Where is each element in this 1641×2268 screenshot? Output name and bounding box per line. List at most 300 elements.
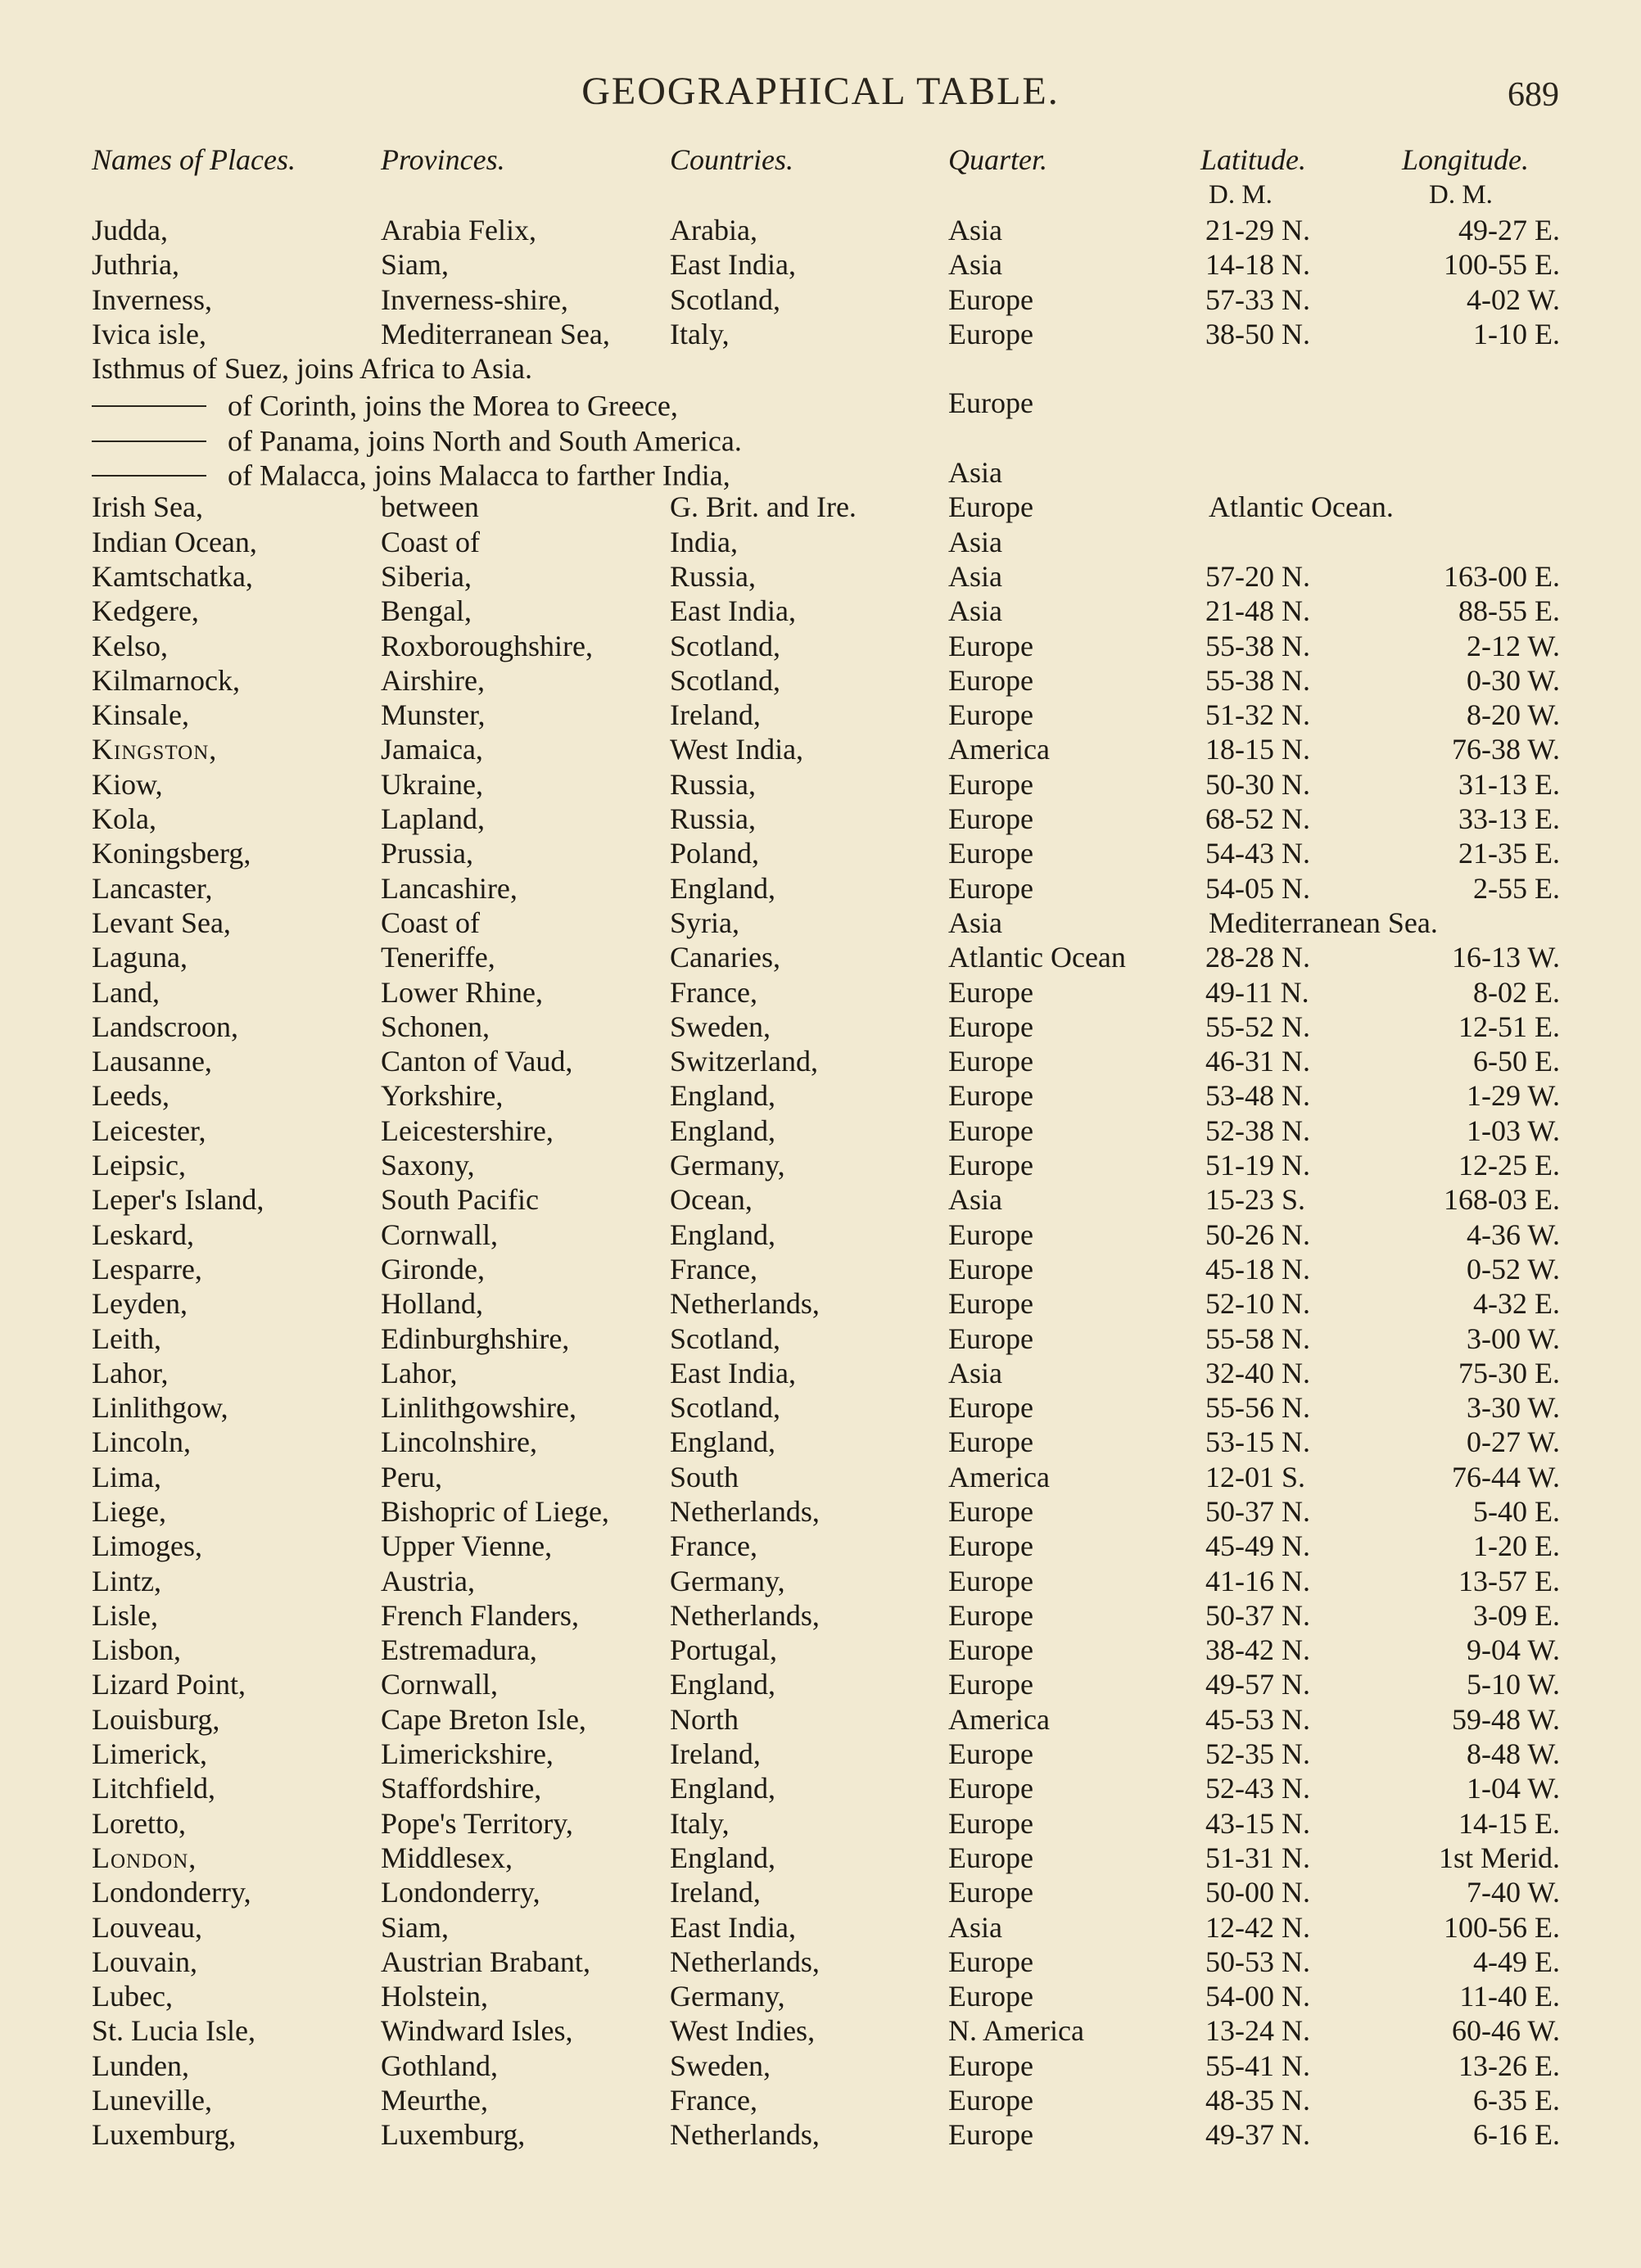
- quarter-cell: Europe: [948, 1945, 1033, 1978]
- latitude-cell: 49-37 N.: [1205, 2118, 1310, 2152]
- place-name: Limerick,: [92, 1737, 207, 1771]
- table-row: [0, 1114, 1641, 1148]
- country-cell: England,: [670, 1772, 775, 1805]
- province-cell: Prussia,: [381, 837, 474, 870]
- longitude-cell: 16-13 W.: [1451, 941, 1560, 974]
- longitude-cell: 13-57 E.: [1458, 1564, 1560, 1597]
- quarter-cell: Europe: [948, 1149, 1033, 1182]
- place-name: Kelso,: [92, 629, 168, 662]
- quarter-cell: Europe: [948, 698, 1033, 732]
- quarter-cell: Europe: [948, 1287, 1033, 1321]
- latitude-cell: 55-58 N.: [1205, 1321, 1310, 1355]
- quarter-cell: Europe: [948, 1218, 1033, 1251]
- quarter-cell: Asia: [948, 1183, 1002, 1217]
- table-row: [0, 836, 1641, 870]
- country-cell: Sweden,: [670, 1010, 771, 1043]
- country-cell: Ireland,: [670, 698, 761, 732]
- quarter-cell: Europe: [948, 1494, 1033, 1528]
- table-row: [0, 663, 1641, 698]
- table-row: [0, 1771, 1641, 1805]
- latitude-cell: 45-18 N.: [1205, 1252, 1310, 1285]
- header-quarter: Quarter.: [948, 143, 1048, 176]
- quarter-cell: Atlantic Ocean: [948, 941, 1126, 974]
- quarter-cell: Europe: [948, 1668, 1033, 1701]
- longitude-cell: 14-15 E.: [1458, 1806, 1560, 1840]
- quarter-cell: Europe: [948, 1252, 1033, 1285]
- quarter-cell: Europe: [948, 1529, 1033, 1563]
- latitude-cell: 52-38 N.: [1205, 1114, 1310, 1147]
- country-cell: England,: [670, 1841, 775, 1874]
- table-row: [0, 698, 1641, 732]
- header-latitude: Latitude.: [1200, 143, 1307, 176]
- table-row: [0, 386, 1641, 423]
- province-cell: Peru,: [381, 1460, 442, 1493]
- table-row: [0, 1633, 1641, 1667]
- longitude-cell: 3-00 W.: [1466, 1321, 1560, 1355]
- longitude-cell: 7-40 W.: [1466, 1876, 1560, 1909]
- country-cell: England,: [670, 1114, 775, 1147]
- province-cell: Edinburghshire,: [381, 1321, 570, 1355]
- table-row: [0, 1356, 1641, 1390]
- quarter-cell: Asia: [948, 525, 1002, 558]
- province-cell: Upper Vienne,: [381, 1529, 553, 1563]
- table-row: [0, 1182, 1641, 1217]
- quarter-cell: Europe: [948, 1633, 1033, 1667]
- province-cell: Coast of: [381, 525, 480, 558]
- continuation-entry: [92, 421, 742, 459]
- span-entry: Isthmus of Suez, joins Africa to Asia.: [92, 352, 532, 386]
- place-name: Lima,: [92, 1460, 161, 1493]
- latitude-cell: 52-10 N.: [1205, 1287, 1310, 1321]
- place-name: Lunden,: [92, 2049, 189, 2082]
- longitude-cell: 13-26 E.: [1458, 2049, 1560, 2082]
- latitude-cell: 51-19 N.: [1205, 1149, 1310, 1182]
- province-cell: Inverness-shire,: [381, 282, 568, 316]
- quarter-cell: Europe: [948, 629, 1033, 662]
- latitude-cell: 52-43 N.: [1205, 1772, 1310, 1805]
- country-cell: England,: [670, 1425, 775, 1459]
- place-name: Judda,: [92, 214, 168, 246]
- country-cell: Germany,: [670, 1980, 785, 2013]
- place-name: London,: [92, 1841, 197, 1874]
- longitude-cell: 11-40 E.: [1459, 1980, 1560, 2013]
- longitude-cell: 5-40 E.: [1473, 1494, 1560, 1528]
- place-name: Linlithgow,: [92, 1391, 228, 1425]
- place-name: Kingston,: [92, 733, 218, 766]
- place-name: Luxemburg,: [92, 2118, 237, 2152]
- place-name: Lubec,: [92, 1980, 173, 2013]
- table-row: [0, 1494, 1641, 1529]
- longitude-cell: 3-09 E.: [1473, 1598, 1560, 1632]
- longitude-cell: 4-02 W.: [1466, 282, 1560, 316]
- province-cell: Bishopric of Liege,: [381, 1494, 609, 1528]
- province-cell: Leicestershire,: [381, 1114, 554, 1147]
- table-row: [0, 282, 1641, 317]
- longitude-cell: 100-56 E.: [1444, 1910, 1560, 1944]
- quarter-cell: Europe: [948, 282, 1033, 316]
- continuation-entry: [92, 455, 730, 493]
- table-row: [0, 1564, 1641, 1598]
- longitude-cell: 8-20 W.: [1466, 698, 1560, 732]
- province-cell: Canton of Vaud,: [381, 1045, 573, 1078]
- quarter-cell: Asia: [948, 559, 1002, 593]
- longitude-cell: 21-35 E.: [1458, 837, 1560, 870]
- longitude-cell: 76-38 W.: [1451, 733, 1560, 766]
- ditto-dash: [92, 405, 206, 407]
- header-countries: Countries.: [670, 143, 794, 176]
- place-name: Landscroon,: [92, 1010, 238, 1043]
- latitude-cell: 54-00 N.: [1205, 1980, 1310, 2013]
- place-name: Laguna,: [92, 941, 188, 974]
- longitude-cell: 0-52 W.: [1466, 1252, 1560, 1285]
- province-cell: Lahor,: [381, 1356, 458, 1389]
- table-row: [0, 1218, 1641, 1252]
- province-cell: Airshire,: [381, 663, 485, 697]
- latitude-cell: 53-48 N.: [1205, 1079, 1310, 1113]
- country-cell: Scotland,: [670, 663, 780, 697]
- province-cell: French Flanders,: [381, 1598, 579, 1632]
- place-name: Londonderry,: [92, 1876, 251, 1909]
- latitude-cell: 50-37 N.: [1205, 1598, 1310, 1632]
- longitude-cell: 163-00 E.: [1444, 559, 1560, 593]
- longitude-cell: 88-55 E.: [1458, 594, 1560, 628]
- latitude-cell: 21-48 N.: [1205, 594, 1310, 628]
- country-cell: East India,: [670, 248, 796, 282]
- place-name: Leipsic,: [92, 1149, 186, 1182]
- province-cell: Lower Rhine,: [381, 975, 543, 1009]
- latitude-cell: 21-29 N.: [1205, 214, 1310, 246]
- table-row: [0, 1910, 1641, 1945]
- latitude-cell: 38-50 N.: [1205, 317, 1310, 350]
- table-row: [0, 2013, 1641, 2048]
- country-cell: Poland,: [670, 837, 760, 870]
- country-cell: West Indies,: [670, 2014, 816, 2048]
- place-name: Leyden,: [92, 1287, 188, 1321]
- table-row: [0, 906, 1641, 940]
- quarter-cell: America: [948, 1702, 1050, 1736]
- latitude-cell: 55-52 N.: [1205, 1010, 1310, 1043]
- province-cell: Munster,: [381, 698, 486, 732]
- note-cell: Atlantic Ocean.: [1209, 490, 1394, 524]
- longitude-cell: 1-20 E.: [1473, 1529, 1560, 1563]
- latitude-cell: 12-42 N.: [1205, 1910, 1310, 1944]
- province-cell: Austria,: [381, 1564, 475, 1597]
- longitude-cell: 2-55 E.: [1473, 871, 1560, 905]
- quarter-cell: Europe: [948, 1425, 1033, 1459]
- quarter-cell: Europe: [948, 1806, 1033, 1840]
- country-cell: Ocean,: [670, 1183, 753, 1217]
- place-name: Land,: [92, 975, 160, 1009]
- place-name: Louisburg,: [92, 1702, 220, 1736]
- province-cell: Yorkshire,: [381, 1079, 504, 1113]
- place-name: Kedgere,: [92, 594, 199, 628]
- place-name: Kilmarnock,: [92, 663, 240, 697]
- table-row: [0, 1044, 1641, 1078]
- table-row: [0, 1010, 1641, 1044]
- table-row: [0, 2083, 1641, 2117]
- table-row: [0, 2117, 1641, 2152]
- province-cell: Cape Breton Isle,: [381, 1702, 586, 1736]
- country-cell: G. Brit. and Ire.: [670, 490, 857, 524]
- table-row: [0, 1148, 1641, 1182]
- province-cell: Saxony,: [381, 1149, 475, 1182]
- ditto-dash: [92, 475, 206, 477]
- longitude-cell: 59-48 W.: [1451, 1702, 1560, 1736]
- quarter-cell: Europe: [948, 1045, 1033, 1078]
- latitude-cell: 41-16 N.: [1205, 1564, 1310, 1597]
- province-cell: Holland,: [381, 1287, 483, 1321]
- quarter-cell: Europe: [948, 386, 1033, 420]
- quarter-cell: Europe: [948, 975, 1033, 1009]
- page-title: GEOGRAPHICAL TABLE.: [581, 70, 1060, 113]
- latitude-cell: 50-00 N.: [1205, 1876, 1310, 1909]
- latitude-cell: 43-15 N.: [1205, 1806, 1310, 1840]
- table-row: [0, 975, 1641, 1010]
- latitude-cell: 55-41 N.: [1205, 2049, 1310, 2082]
- province-cell: Holstein,: [381, 1980, 488, 2013]
- table-row: [0, 247, 1641, 282]
- latitude-cell: 45-53 N.: [1205, 1702, 1310, 1736]
- latitude-cell: 55-38 N.: [1205, 663, 1310, 697]
- place-name: Leeds,: [92, 1079, 170, 1113]
- longitude-cell: 5-10 W.: [1466, 1668, 1560, 1701]
- table-row: [0, 1321, 1641, 1356]
- longitude-cell: 4-36 W.: [1466, 1218, 1560, 1251]
- table-row: [0, 351, 1641, 386]
- table-row: [0, 1667, 1641, 1701]
- latitude-unit: D. M.: [1209, 180, 1273, 210]
- place-name: Koningsberg,: [92, 837, 251, 870]
- province-cell: Bengal,: [381, 594, 472, 628]
- latitude-cell: 15-23 S.: [1205, 1183, 1306, 1217]
- longitude-cell: 12-25 E.: [1458, 1149, 1560, 1182]
- latitude-cell: 57-33 N.: [1205, 282, 1310, 316]
- province-cell: Roxboroughshire,: [381, 629, 593, 662]
- place-name: Luneville,: [92, 2084, 212, 2117]
- latitude-cell: 51-32 N.: [1205, 698, 1310, 732]
- quarter-cell: Europe: [948, 767, 1033, 801]
- longitude-cell: 49-27 E.: [1458, 214, 1560, 246]
- place-name: Loretto,: [92, 1806, 186, 1840]
- quarter-cell: Europe: [948, 1876, 1033, 1909]
- quarter-cell: Europe: [948, 1321, 1033, 1355]
- quarter-cell: Asia: [948, 906, 1002, 939]
- latitude-cell: 46-31 N.: [1205, 1045, 1310, 1078]
- country-cell: Ireland,: [670, 1737, 761, 1771]
- province-cell: Coast of: [381, 906, 480, 939]
- table-row: [0, 317, 1641, 351]
- latitude-cell: 55-38 N.: [1205, 629, 1310, 662]
- country-cell: Italy,: [670, 317, 730, 350]
- latitude-cell: 28-28 N.: [1205, 941, 1310, 974]
- place-name: Lahor,: [92, 1356, 169, 1389]
- quarter-cell: Europe: [948, 1391, 1033, 1425]
- table-row: [0, 1598, 1641, 1633]
- country-cell: Russia,: [670, 802, 757, 836]
- place-name: Leith,: [92, 1321, 161, 1355]
- table-row: [0, 1875, 1641, 1909]
- longitude-cell: 0-30 W.: [1466, 663, 1560, 697]
- quarter-cell: Europe: [948, 490, 1033, 524]
- longitude-cell: 6-50 E.: [1473, 1045, 1560, 1078]
- latitude-cell: 50-37 N.: [1205, 1494, 1310, 1528]
- longitude-cell: 3-30 W.: [1466, 1391, 1560, 1425]
- table-row: [0, 455, 1641, 490]
- ditto-dash: [92, 440, 206, 442]
- longitude-cell: 4-32 E.: [1473, 1287, 1560, 1321]
- country-cell: India,: [670, 525, 738, 558]
- province-cell: Estremadura,: [381, 1633, 537, 1667]
- latitude-cell: 50-26 N.: [1205, 1218, 1310, 1251]
- longitude-cell: 9-04 W.: [1466, 1633, 1560, 1667]
- country-cell: Ireland,: [670, 1876, 761, 1909]
- place-name: Louvain,: [92, 1945, 197, 1978]
- quarter-cell: America: [948, 1460, 1050, 1493]
- header-names: Names of Places.: [92, 143, 296, 176]
- longitude-cell: 76-44 W.: [1451, 1460, 1560, 1493]
- place-name: Levant Sea,: [92, 906, 231, 939]
- province-cell: Siberia,: [381, 559, 472, 593]
- quarter-cell: Europe: [948, 1598, 1033, 1632]
- country-cell: East India,: [670, 1356, 796, 1389]
- longitude-cell: 60-46 W.: [1451, 2014, 1560, 2048]
- latitude-cell: 54-43 N.: [1205, 837, 1310, 870]
- longitude-cell: 31-13 E.: [1458, 767, 1560, 801]
- table-row: [0, 1078, 1641, 1113]
- longitude-cell: 168-03 E.: [1444, 1183, 1560, 1217]
- place-name: Ivica isle,: [92, 317, 206, 350]
- table-row: [0, 1841, 1641, 1875]
- table-row: [0, 525, 1641, 559]
- longitude-cell: 1st Merid.: [1439, 1841, 1560, 1874]
- latitude-cell: 52-35 N.: [1205, 1737, 1310, 1771]
- table-row: [0, 767, 1641, 802]
- longitude-cell: 2-12 W.: [1466, 629, 1560, 662]
- province-cell: Cornwall,: [381, 1218, 498, 1251]
- quarter-cell: Europe: [948, 871, 1033, 905]
- table-row: [0, 1529, 1641, 1563]
- quarter-cell: Europe: [948, 2084, 1033, 2117]
- place-name: Liege,: [92, 1494, 166, 1528]
- province-cell: Teneriffe,: [381, 941, 495, 974]
- latitude-cell: 14-18 N.: [1205, 248, 1310, 282]
- longitude-cell: 1-04 W.: [1466, 1772, 1560, 1805]
- longitude-cell: 8-48 W.: [1466, 1737, 1560, 1771]
- province-cell: Middlesex,: [381, 1841, 513, 1874]
- province-cell: Lapland,: [381, 802, 485, 836]
- page-number: 689: [1508, 76, 1559, 114]
- quarter-cell: America: [948, 733, 1050, 766]
- country-cell: West India,: [670, 733, 804, 766]
- province-cell: Meurthe,: [381, 2084, 488, 2117]
- table-row: [0, 1979, 1641, 2013]
- country-cell: Portugal,: [670, 1633, 777, 1667]
- table-row: [0, 213, 1641, 247]
- province-cell: between: [381, 490, 479, 524]
- country-cell: Scotland,: [670, 282, 780, 316]
- country-cell: France,: [670, 1529, 757, 1563]
- place-name: Lincoln,: [92, 1425, 191, 1459]
- province-cell: Siam,: [381, 1910, 450, 1944]
- longitude-cell: 12-51 E.: [1458, 1010, 1560, 1043]
- quarter-cell: N. America: [948, 2014, 1084, 2048]
- quarter-cell: Asia: [948, 248, 1002, 282]
- longitude-cell: 75-30 E.: [1458, 1356, 1560, 1389]
- quarter-cell: Asia: [948, 1910, 1002, 1944]
- quarter-cell: Asia: [948, 594, 1002, 628]
- table-row: [0, 732, 1641, 766]
- country-cell: Germany,: [670, 1149, 785, 1182]
- latitude-cell: 38-42 N.: [1205, 1633, 1310, 1667]
- province-cell: Pope's Territory,: [381, 1806, 573, 1840]
- quarter-cell: Europe: [948, 2049, 1033, 2082]
- quarter-cell: Europe: [948, 1772, 1033, 1805]
- place-name: Lisle,: [92, 1598, 158, 1632]
- latitude-cell: 68-52 N.: [1205, 802, 1310, 836]
- table-row: [0, 1286, 1641, 1321]
- place-name: Kamtschatka,: [92, 559, 253, 593]
- country-cell: East India,: [670, 1910, 796, 1944]
- place-name: Lausanne,: [92, 1045, 212, 1078]
- latitude-cell: 53-15 N.: [1205, 1425, 1310, 1459]
- latitude-cell: 48-35 N.: [1205, 2084, 1310, 2117]
- quarter-cell: Asia: [948, 1356, 1002, 1389]
- table-row: [0, 1390, 1641, 1425]
- place-name: Lisbon,: [92, 1633, 182, 1667]
- quarter-cell: Europe: [948, 1079, 1033, 1113]
- country-cell: Germany,: [670, 1564, 785, 1597]
- table-row: [0, 871, 1641, 906]
- quarter-cell: Europe: [948, 1114, 1033, 1147]
- place-name: Lizard Point,: [92, 1668, 246, 1701]
- country-cell: England,: [670, 1218, 775, 1251]
- table-row: [0, 940, 1641, 974]
- table-row: [0, 1702, 1641, 1737]
- table-row: [0, 490, 1641, 524]
- country-cell: England,: [670, 1079, 775, 1113]
- country-cell: North: [670, 1702, 739, 1736]
- country-cell: Netherlands,: [670, 1287, 820, 1321]
- continuation-text: of Corinth, joins the Morea to Greece,: [228, 390, 678, 423]
- quarter-cell: Europe: [948, 663, 1033, 697]
- table-row: [0, 1737, 1641, 1771]
- latitude-cell: 13-24 N.: [1205, 2014, 1310, 2048]
- table-row: [0, 2049, 1641, 2083]
- province-cell: Gironde,: [381, 1252, 485, 1285]
- place-name: Leicester,: [92, 1114, 206, 1147]
- latitude-cell: 49-57 N.: [1205, 1668, 1310, 1701]
- place-name: Leskard,: [92, 1218, 194, 1251]
- place-name: Lintz,: [92, 1564, 161, 1597]
- latitude-cell: 55-56 N.: [1205, 1391, 1310, 1425]
- latitude-cell: 49-11 N.: [1205, 975, 1309, 1009]
- province-cell: Windward Isles,: [381, 2014, 573, 2048]
- continuation-text: of Panama, joins North and South America.: [228, 424, 742, 458]
- longitude-cell: 1-10 E.: [1473, 317, 1560, 350]
- place-name: Litchfield,: [92, 1772, 215, 1805]
- latitude-cell: 57-20 N.: [1205, 559, 1310, 593]
- province-cell: South Pacific: [381, 1183, 539, 1217]
- unit-headers: [0, 180, 1641, 213]
- quarter-cell: Europe: [948, 1841, 1033, 1874]
- province-cell: Lincolnshire,: [381, 1425, 537, 1459]
- longitude-cell: 1-03 W.: [1466, 1114, 1560, 1147]
- header-longitude: Longitude.: [1402, 143, 1530, 176]
- table-row: [0, 1460, 1641, 1494]
- quarter-cell: Europe: [948, 837, 1033, 870]
- table-row: [0, 421, 1641, 458]
- country-cell: Scotland,: [670, 1321, 780, 1355]
